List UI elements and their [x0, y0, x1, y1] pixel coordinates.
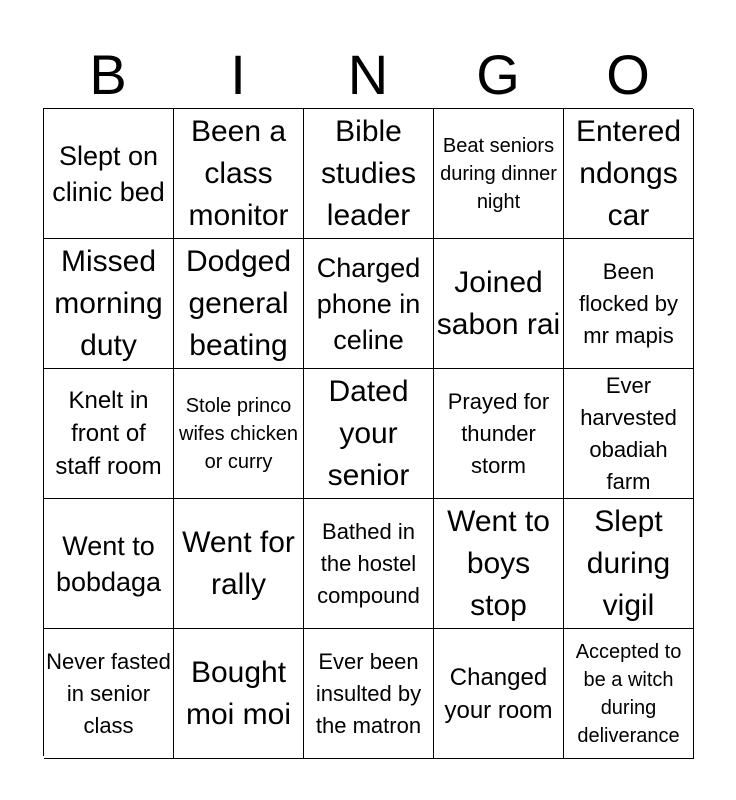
header-letter-n: N [347, 43, 389, 106]
bingo-cell[interactable] [304, 109, 434, 239]
cell-text: Changed your room [444, 663, 553, 724]
bingo-cell[interactable] [304, 499, 434, 629]
cell-text: Missed morning duty [54, 244, 163, 362]
header-letter-i: I [230, 43, 246, 106]
bingo-cell[interactable] [174, 499, 304, 629]
cell-text: Accepted to be a witch during deliverance [575, 640, 682, 747]
cell-text: Bathed in the hostel compound [317, 518, 420, 608]
bingo-cell[interactable] [564, 369, 694, 499]
cell-text: Dodged general beating [185, 244, 292, 362]
bingo-cell[interactable] [564, 629, 694, 759]
cell-text: Knelt in front of staff room [55, 387, 162, 480]
bingo-cell[interactable] [304, 369, 434, 499]
cell-text: Never fasted in senior class [46, 648, 171, 738]
bingo-cell[interactable] [44, 369, 174, 499]
bingo-cell[interactable] [304, 239, 434, 369]
bingo-cell[interactable] [434, 109, 564, 239]
cell-text: Dated your senior [327, 374, 410, 492]
bingo-cell[interactable] [174, 369, 304, 499]
bingo-cell[interactable] [304, 629, 434, 759]
cell-text: Prayed for thunder storm [447, 388, 550, 478]
cell-text: Stole princo wifes chicken or curry [179, 394, 298, 473]
bingo-cell[interactable] [44, 629, 174, 759]
header-letter-o: O [606, 43, 650, 106]
cell-text: Charged phone in celine [316, 252, 421, 355]
cell-text: Slept during vigil [586, 504, 671, 622]
cell-text: Joined sabon rai [436, 265, 561, 341]
bingo-cell[interactable] [174, 629, 304, 759]
bingo-cell[interactable] [564, 109, 694, 239]
cell-text: Ever been insulted by the matron [315, 648, 422, 738]
cell-text: Entered ndongs car [575, 114, 682, 232]
bingo-cell[interactable] [434, 239, 564, 369]
bingo-board [43, 108, 693, 756]
bingo-cell[interactable] [564, 239, 694, 369]
cell-text: Been a class monitor [188, 114, 289, 232]
cell-text: Beat seniors during dinner night [440, 134, 557, 213]
cell-text: Went for rally [182, 525, 295, 601]
bingo-cell[interactable] [44, 499, 174, 629]
bingo-header [43, 42, 693, 108]
bingo-cell[interactable] [434, 499, 564, 629]
header-letter-b: B [89, 43, 127, 106]
cell-text: Slept on clinic bed [52, 140, 165, 207]
cell-text: Ever harvested obadiah farm [580, 372, 677, 494]
bingo-cell[interactable] [434, 629, 564, 759]
cell-text: Bought moi moi [185, 655, 291, 731]
bingo-cell[interactable] [174, 109, 304, 239]
header-letter-g: G [476, 43, 520, 106]
bingo-cell[interactable] [434, 369, 564, 499]
bingo-cell[interactable] [564, 499, 694, 629]
cell-text: Been flocked by mr mapis [578, 258, 679, 348]
cell-text: Went to bobdaga [55, 530, 162, 597]
bingo-cell[interactable] [44, 239, 174, 369]
cell-text: Bible studies leader [320, 114, 417, 232]
bingo-cell[interactable] [174, 239, 304, 369]
cell-text: Went to boys stop [447, 504, 550, 622]
bingo-cell[interactable] [44, 109, 174, 239]
